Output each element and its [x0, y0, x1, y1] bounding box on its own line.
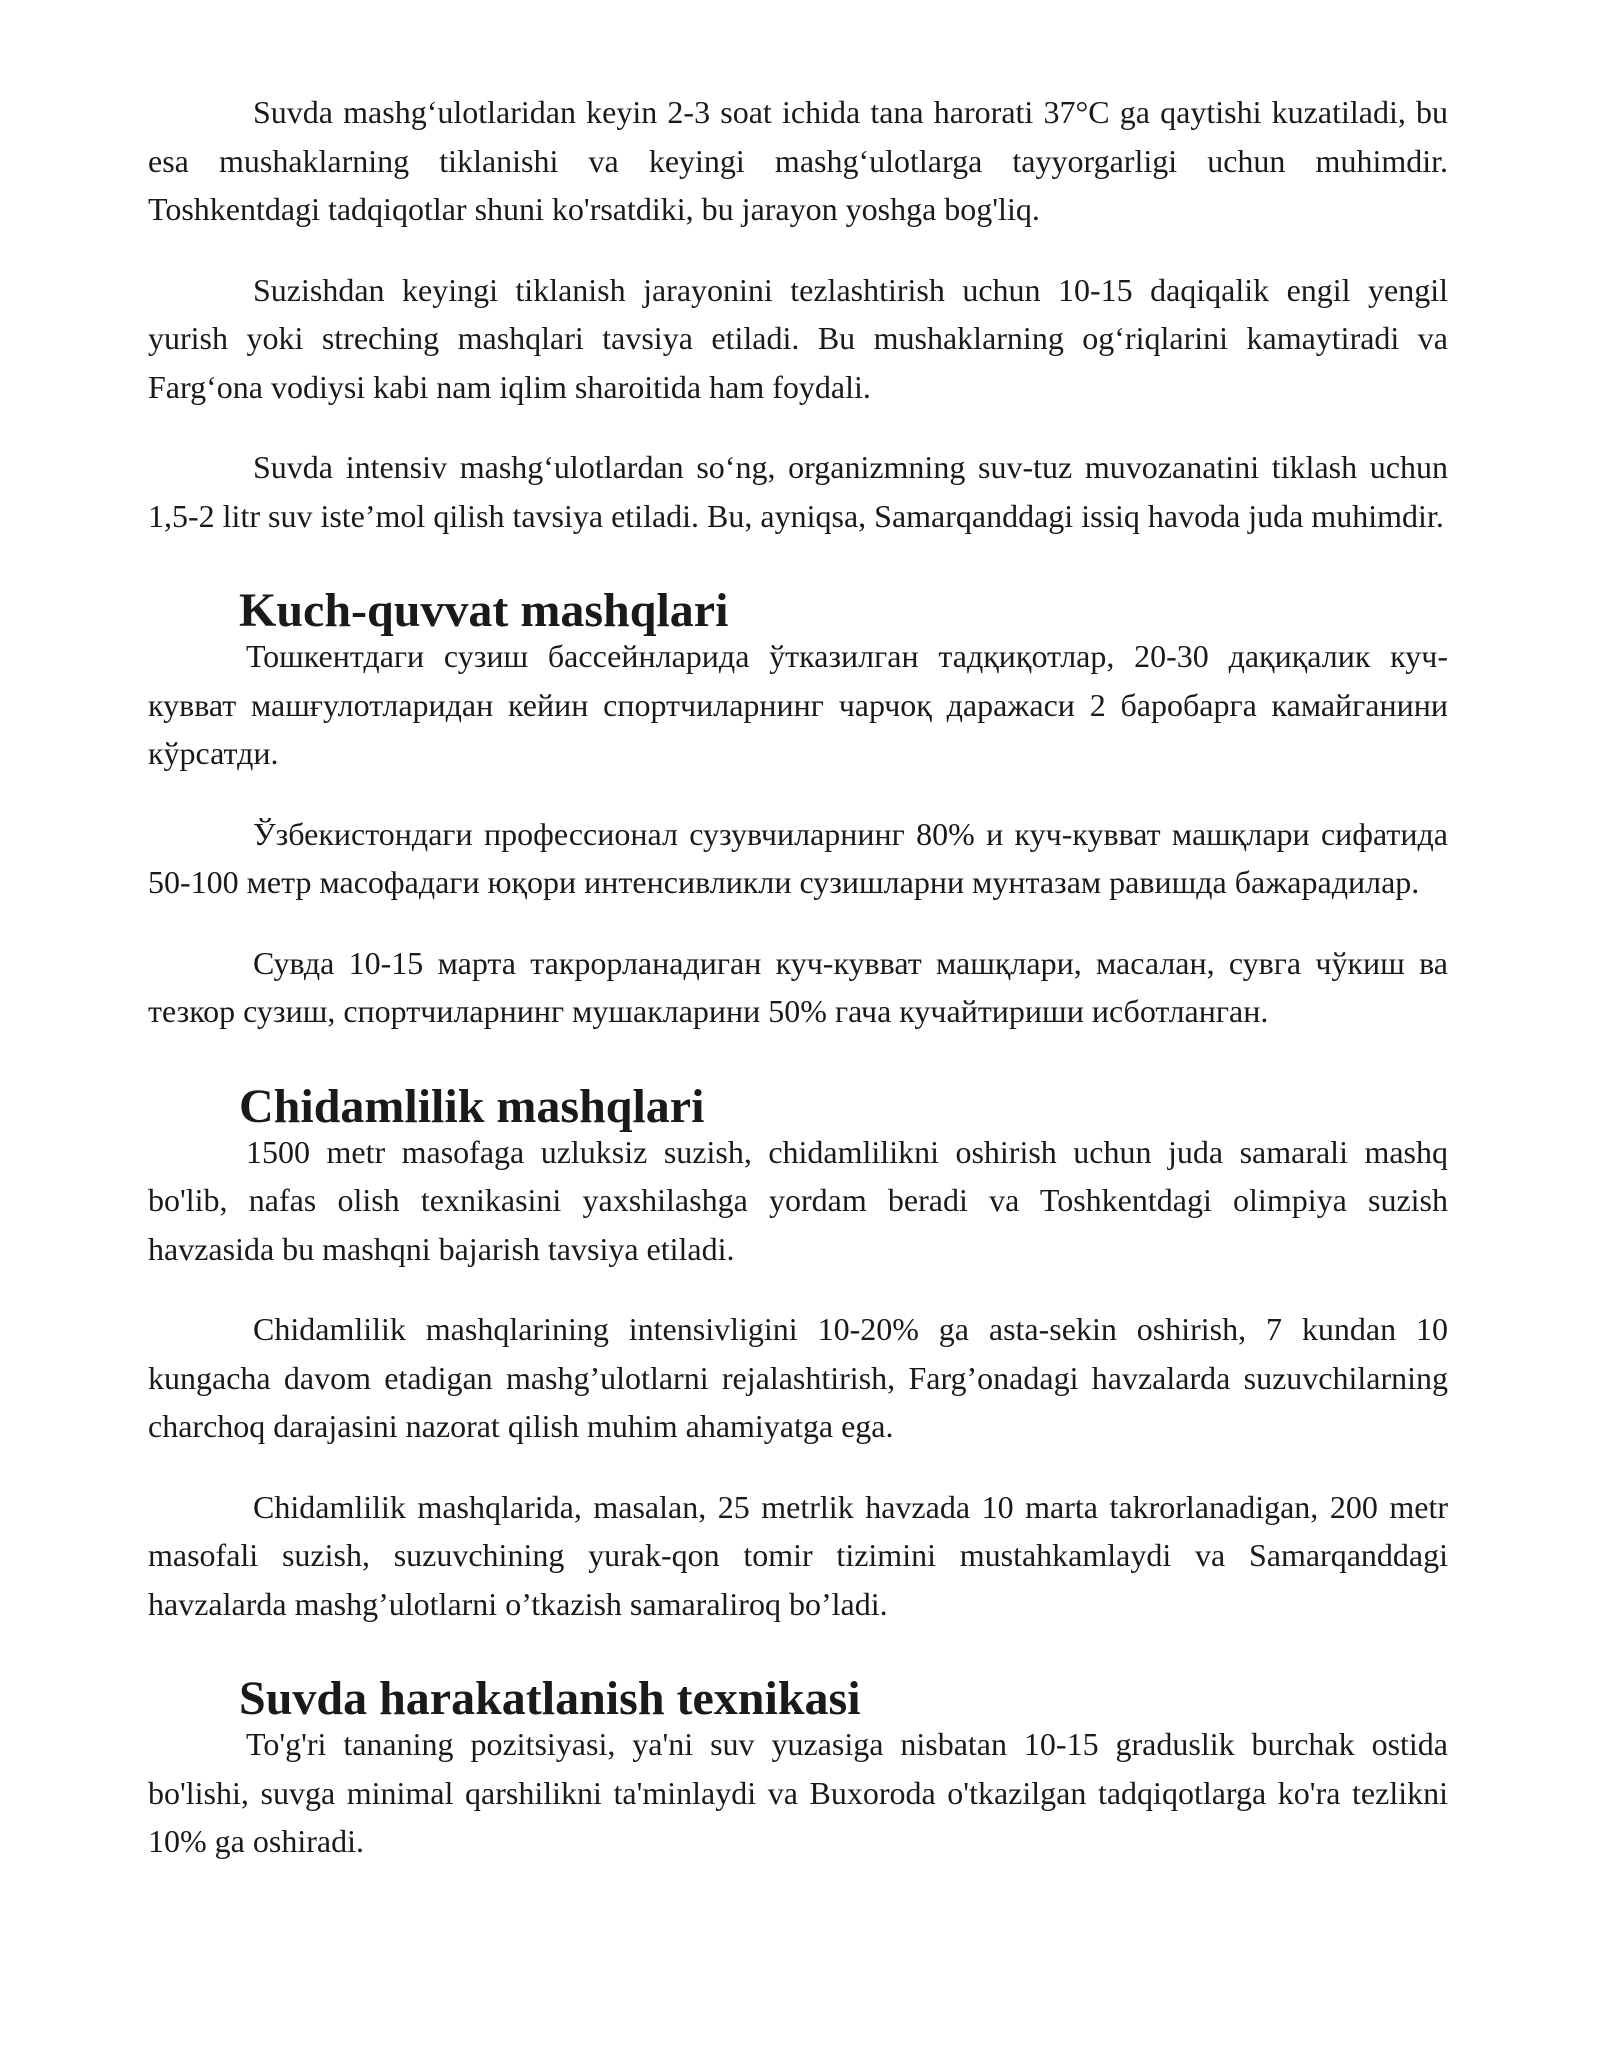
paragraph-endurance-distance: 1500 metr masofaga uzluksiz suzish, chidamlilikni oshirish uchun juda samarali mashq bo'lib, nafas olish texnikasini yaxshilashga yordam beradi va Toshkentdagi olimpiya suzish havzasida bu mashqni bajarish tavsiya etiladi.	[148, 1133, 1448, 1267]
section-heading-endurance: Chidamlilik mashqlari	[239, 1079, 705, 1133]
paragraph-strength-professionals: Ўзбекистондаги профессионал сузувчиларнинг 80% и куч-кувват машқлари сифатида 50-100 метр масофадаги юқори интенсивликли сузишларни мунтазам равишда бажарадилар.	[148, 815, 1448, 900]
section-heading-strength: Kuch-quvvat mashqlari	[239, 584, 729, 637]
document-page	[148, 88, 1448, 1866]
paragraph-recovery-temperature: Suvda mashgʻulotlaridan keyin 2-3 soat ichida tana harorati 37°C ga qaytishi kuzatiladi, bu esa mushaklarning tiklanishi va keyingi mashgʻulotlarga tayyorgarligi uchun muhimdir. Toshkentdagi tadqiqotlar shuni ko'rsatdiki, bu jarayon yoshga bog'liq.	[148, 94, 1448, 227]
paragraph-strength-repetitions: Сувда 10-15 марта такрорланадиган куч-кувват машқлари, масалан, сувга чўкиш ва тезкор сузиш, спортчиларнинг мушакларини 50% гача кучайтириши исботланган.	[148, 944, 1448, 1029]
paragraph-strength-study: Тошкентдаги сузиш бассейнларида ўтказилган тадқиқотлар, 20-30 дақиқалик куч-кувват машғулотларидан кейин спортчиларнинг чарчоқ даражаси 2 баробарга камайганини кўрсатди.	[148, 638, 1448, 771]
section-heading-technique: Suvda harakatlanish texnikasi	[239, 1672, 861, 1725]
paragraph-endurance-intervals: Chidamlilik mashqlarida, masalan, 25 metrlik havzada 10 marta takrorlanadigan, 200 metr masofali suzish, suzuvchining yurak-qon tomir tizimini mustahkamlaydi va Samarqanddagi havzalarda mashg’ulotlarni o’tkazish samaraliroq bo’ladi.	[148, 1488, 1448, 1622]
paragraph-technique-body-position: To'g'ri tananing pozitsiyasi, ya'ni suv yuzasiga nisbatan 10-15 graduslik burchak ostida bo'lishi, suvga minimal qarshilikni ta'minlaydi va Buxoroda o'tkazilgan tadqiqotlarga ko'ra tezlikni 10% ga oshiradi.	[148, 1726, 1448, 1859]
paragraph-endurance-intensity: Chidamlilik mashqlarining intensivligini 10-20% ga asta-sekin oshirish, 7 kundan 10 kungacha davom etadigan mashg’ulotlarni rejalashtirish, Farg’onadagi havzalarda suzuvchilarning charchoq darajasini nazorat qilish muhim ahamiyatga ega.	[148, 1311, 1448, 1444]
paragraph-recovery-stretching: Suzishdan keyingi tiklanish jarayonini tezlashtirish uchun 10-15 daqiqalik engil yengil yurish yoki streching mashqlari tavsiya etiladi. Bu mushaklarning ogʻriqlarini kamaytiradi va Fargʻona vodiysi kabi nam iqlim sharoitida ham foydali.	[148, 271, 1448, 405]
paragraph-hydration: Suvda intensiv mashgʻulotlardan soʻng, organizmning suv-tuz muvozanatini tiklash uchun 1,5-2 litr suv isteʼmol qilish tavsiya etiladi. Bu, ayniqsa, Samarqanddagi issiq havoda juda muhimdir.	[148, 449, 1448, 534]
